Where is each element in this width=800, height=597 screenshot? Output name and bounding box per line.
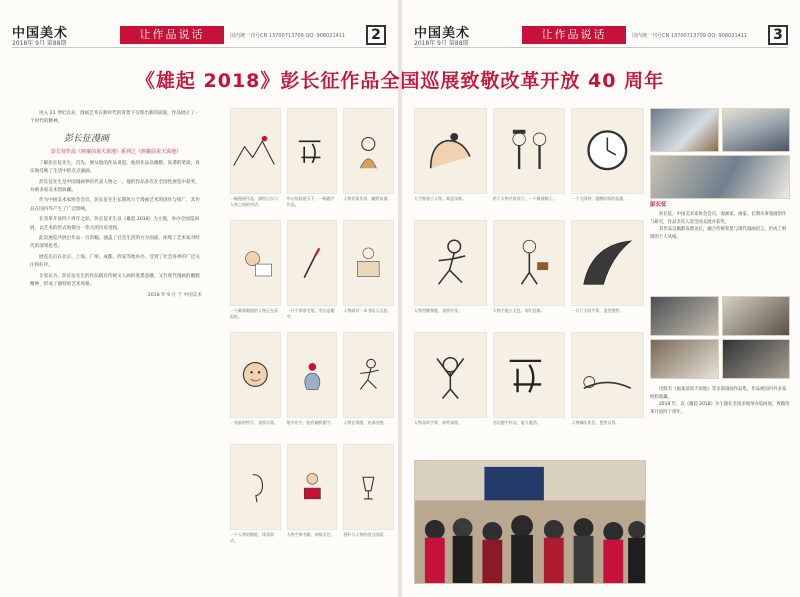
event-photo <box>722 296 791 336</box>
newspaper-logo: 中国美术 <box>414 26 471 41</box>
rest-cartoon <box>571 332 644 418</box>
cartoon-panel <box>230 220 281 328</box>
exhibition-photo <box>722 108 791 152</box>
book-cartoon <box>343 220 394 306</box>
cartoon-caption: 一个大闹钟，提醒时间的流逝。 <box>571 196 628 201</box>
newspaper-logo: 中国美术 <box>12 26 69 41</box>
bio-paragraph: 2018 年，以《雄起 2018》为主题在全国多地举办巡回展，致敬改革开放四十周年。 <box>650 402 790 415</box>
cartoon-panel <box>414 332 487 440</box>
cheer-cartoon <box>414 332 487 418</box>
hand-cartoon <box>414 108 487 194</box>
article-column <box>30 110 202 580</box>
cartoon-panel <box>343 220 394 328</box>
cartoon-panel <box>571 108 644 216</box>
vase-cartoon <box>287 332 338 418</box>
cartoon-panel <box>571 332 644 440</box>
article-footer: 2018 年 9 月 于 中国美术 <box>147 292 202 298</box>
cartoon-caption: 书法题字作品，笔力遒劲。 <box>492 420 541 425</box>
cartoon-caption: 一幅漫画作品，描绘山水与人物之间的对话。 <box>230 196 278 207</box>
cartoon-caption: 人物高举手臂，欢呼雀跃。 <box>414 420 462 425</box>
main-title: 《雄起 2018》彭长征作品全国巡展致敬改革开放 40 周年 <box>135 70 665 92</box>
cartoon-caption: 一个戴着眼镜的人物正在看报纸。 <box>230 308 278 319</box>
bio-paragraph: 彭长征，中国美术家协会会员，漫画家，画家，长期从事漫画创作与研究，作品多次入选全国美展并获奖。 <box>650 212 787 225</box>
face-cartoon <box>230 332 281 418</box>
page-header <box>12 22 386 48</box>
cartoon-caption: 一张脸的特写，表情丰富。 <box>230 420 278 425</box>
bio-photo-grid <box>650 296 790 379</box>
cartoon-caption: 两个人物并肩而立，一个戴着帽子。 <box>492 196 557 201</box>
cartoon-panel <box>287 444 338 552</box>
pair-cartoon <box>493 108 566 194</box>
exhibition-photo <box>650 155 790 199</box>
event-photo <box>722 339 791 379</box>
cartoon-caption: 一个人物的侧脸，线条简洁。 <box>230 532 274 543</box>
issue-date: 2018年 9月 第88期 <box>12 40 67 47</box>
cartoon-caption: 大手握着小人物，寓意深刻。 <box>414 196 466 201</box>
cartoon-panel <box>414 220 487 328</box>
issue-date: 2018年 9月 第88期 <box>414 40 469 47</box>
cartoon-panel <box>414 108 487 216</box>
runner-cartoon <box>414 220 487 306</box>
article-paragraph: 彭长征先生是中国漫画界的代表人物之一，他的作品多次在全国性展览中获奖，并被多家美术馆收藏。 <box>30 179 200 194</box>
brush-cartoon <box>287 220 338 306</box>
bio-paragraph: 出版有《画案前说天说地》等多部漫画作品集，作品被国内外多家机构收藏。 <box>650 387 787 400</box>
cartoon-caption: 人物伏案作画，幽默诙谐。 <box>343 196 392 201</box>
cartoon-panel <box>343 108 394 216</box>
cartoon-caption: 人物面对一本书陷入沉思。 <box>343 308 392 313</box>
cartoon-caption: 一只巨大的牛角，造型独特。 <box>571 308 624 313</box>
article-paragraph: 展览先后在北京、上海、广州、成都、西安等地举办，受到了社会各界的广泛关注和好评。 <box>30 254 200 269</box>
cartoon-panel <box>287 220 338 328</box>
calligraphy-cartoon <box>493 332 566 418</box>
cartoon-caption: 人物躺卧休息，悠然自得。 <box>571 420 620 425</box>
bio-heading: 彭长征 <box>650 202 667 208</box>
cartoon-caption: 瓶中花卉，配有幽默题字。 <box>286 420 335 425</box>
profile-cartoon <box>230 444 281 530</box>
event-photo <box>650 296 719 336</box>
scholar-cartoon <box>287 444 338 530</box>
artist-signature: 彭长征漫画 <box>64 133 110 144</box>
cartoon-panel <box>343 332 394 440</box>
article-paragraph: 此次展览共展出作品一百余幅，涵盖了社会生活的方方面面，体现了艺术家对时代的深刻思考。 <box>30 236 200 250</box>
artist-cartoon <box>343 108 394 194</box>
article-paragraph: 在改革开放四十周年之际，彭长征先生以《雄起 2018》为主题，举办全国巡回展，以艺术的形式致敬这一伟大的历史进程。 <box>30 217 200 231</box>
cartoon-panel <box>493 332 566 440</box>
article-paragraph: 专家认为，彭长征先生的作品既有传统文人画的笔墨意趣，又有现代漫画的幽默精神，形成了独特的艺术风格。 <box>30 273 200 288</box>
cartoon-panel <box>287 332 338 440</box>
section-banner: 让作品说话 <box>522 26 626 44</box>
clock-cartoon <box>571 108 644 194</box>
cartoon-panel <box>287 108 338 216</box>
cartoon-panel <box>230 444 281 552</box>
right-cartoon-grid <box>414 108 644 440</box>
section-banner: 让作品说话 <box>120 26 224 44</box>
artist-bio <box>650 200 790 241</box>
exhibition-photos <box>650 108 790 202</box>
reader-cartoon <box>230 220 281 306</box>
cartoon-caption: 一只手拿着毛笔，旁边是题字。 <box>286 308 335 319</box>
cartoon-panel <box>493 220 566 328</box>
cartoon-panel <box>230 108 281 216</box>
bio-paragraph: 其作品以幽默诙谐见长，融合传统笔墨与现代漫画语言，形成了鲜明的个人风格。 <box>650 227 787 240</box>
glass-cartoon <box>343 444 394 530</box>
cartoon-caption: 中山装画说天下，一幅题字作品。 <box>286 196 335 207</box>
calligraphy-cartoon <box>287 108 338 194</box>
publication-info: 国内统一刊号CN 13700713709 QQ: 908021411 <box>632 33 748 39</box>
horn-cartoon <box>571 220 644 306</box>
cartoon-panel <box>493 108 566 216</box>
runner-cartoon <box>343 332 394 418</box>
cartoon-panel <box>230 332 281 440</box>
cartoon-caption: 人物弯腰奔跑，表情夸张。 <box>414 308 462 313</box>
left-cartoon-grid <box>230 108 394 552</box>
article-paragraph: 了解彭长征先生，首先，要从他的作品说起。他的作品以幽默、诙谐的笔调，真实地反映了生活中的点点滴滴。 <box>30 160 200 175</box>
article-paragraph: 作为中国美术家协会会员，彭长征先生长期致力于漫画艺术的创作与推广，其作品在国内外产生了广泛影响。 <box>30 198 200 212</box>
artist-bio-continued <box>650 386 790 416</box>
exhibition-photo <box>650 108 719 152</box>
article-intro: 进入 21 世纪以来，漫画艺术在新时代的背景下呈现出新的面貌，作品展示了一个时代的精神。 <box>30 111 200 125</box>
cartoon-caption: 人物手提公文包，匆忙赶路。 <box>492 308 545 313</box>
cartoon-caption: 人物手捧书籍，神情专注。 <box>286 532 335 537</box>
cartoon-caption: 酒杯与人物的组合画面。 <box>343 532 388 537</box>
page-number: 2 <box>366 25 386 45</box>
page-number: 3 <box>768 25 788 45</box>
crowd-photo <box>414 460 646 584</box>
red-caption: 彭长征作品《画案前说天说地》系列之《画案前说天说地》 <box>50 148 181 155</box>
mountain-cartoon <box>230 108 281 194</box>
page-header <box>414 22 788 48</box>
cartoon-caption: 人物在奔跑，充满动感。 <box>343 420 388 425</box>
event-photo <box>650 339 719 379</box>
cartoon-panel <box>571 220 644 328</box>
briefcase-cartoon <box>493 220 566 306</box>
publication-info: 国内统一刊号CN 13700713709 QQ: 908021411 <box>230 33 346 39</box>
cartoon-panel <box>343 444 394 552</box>
